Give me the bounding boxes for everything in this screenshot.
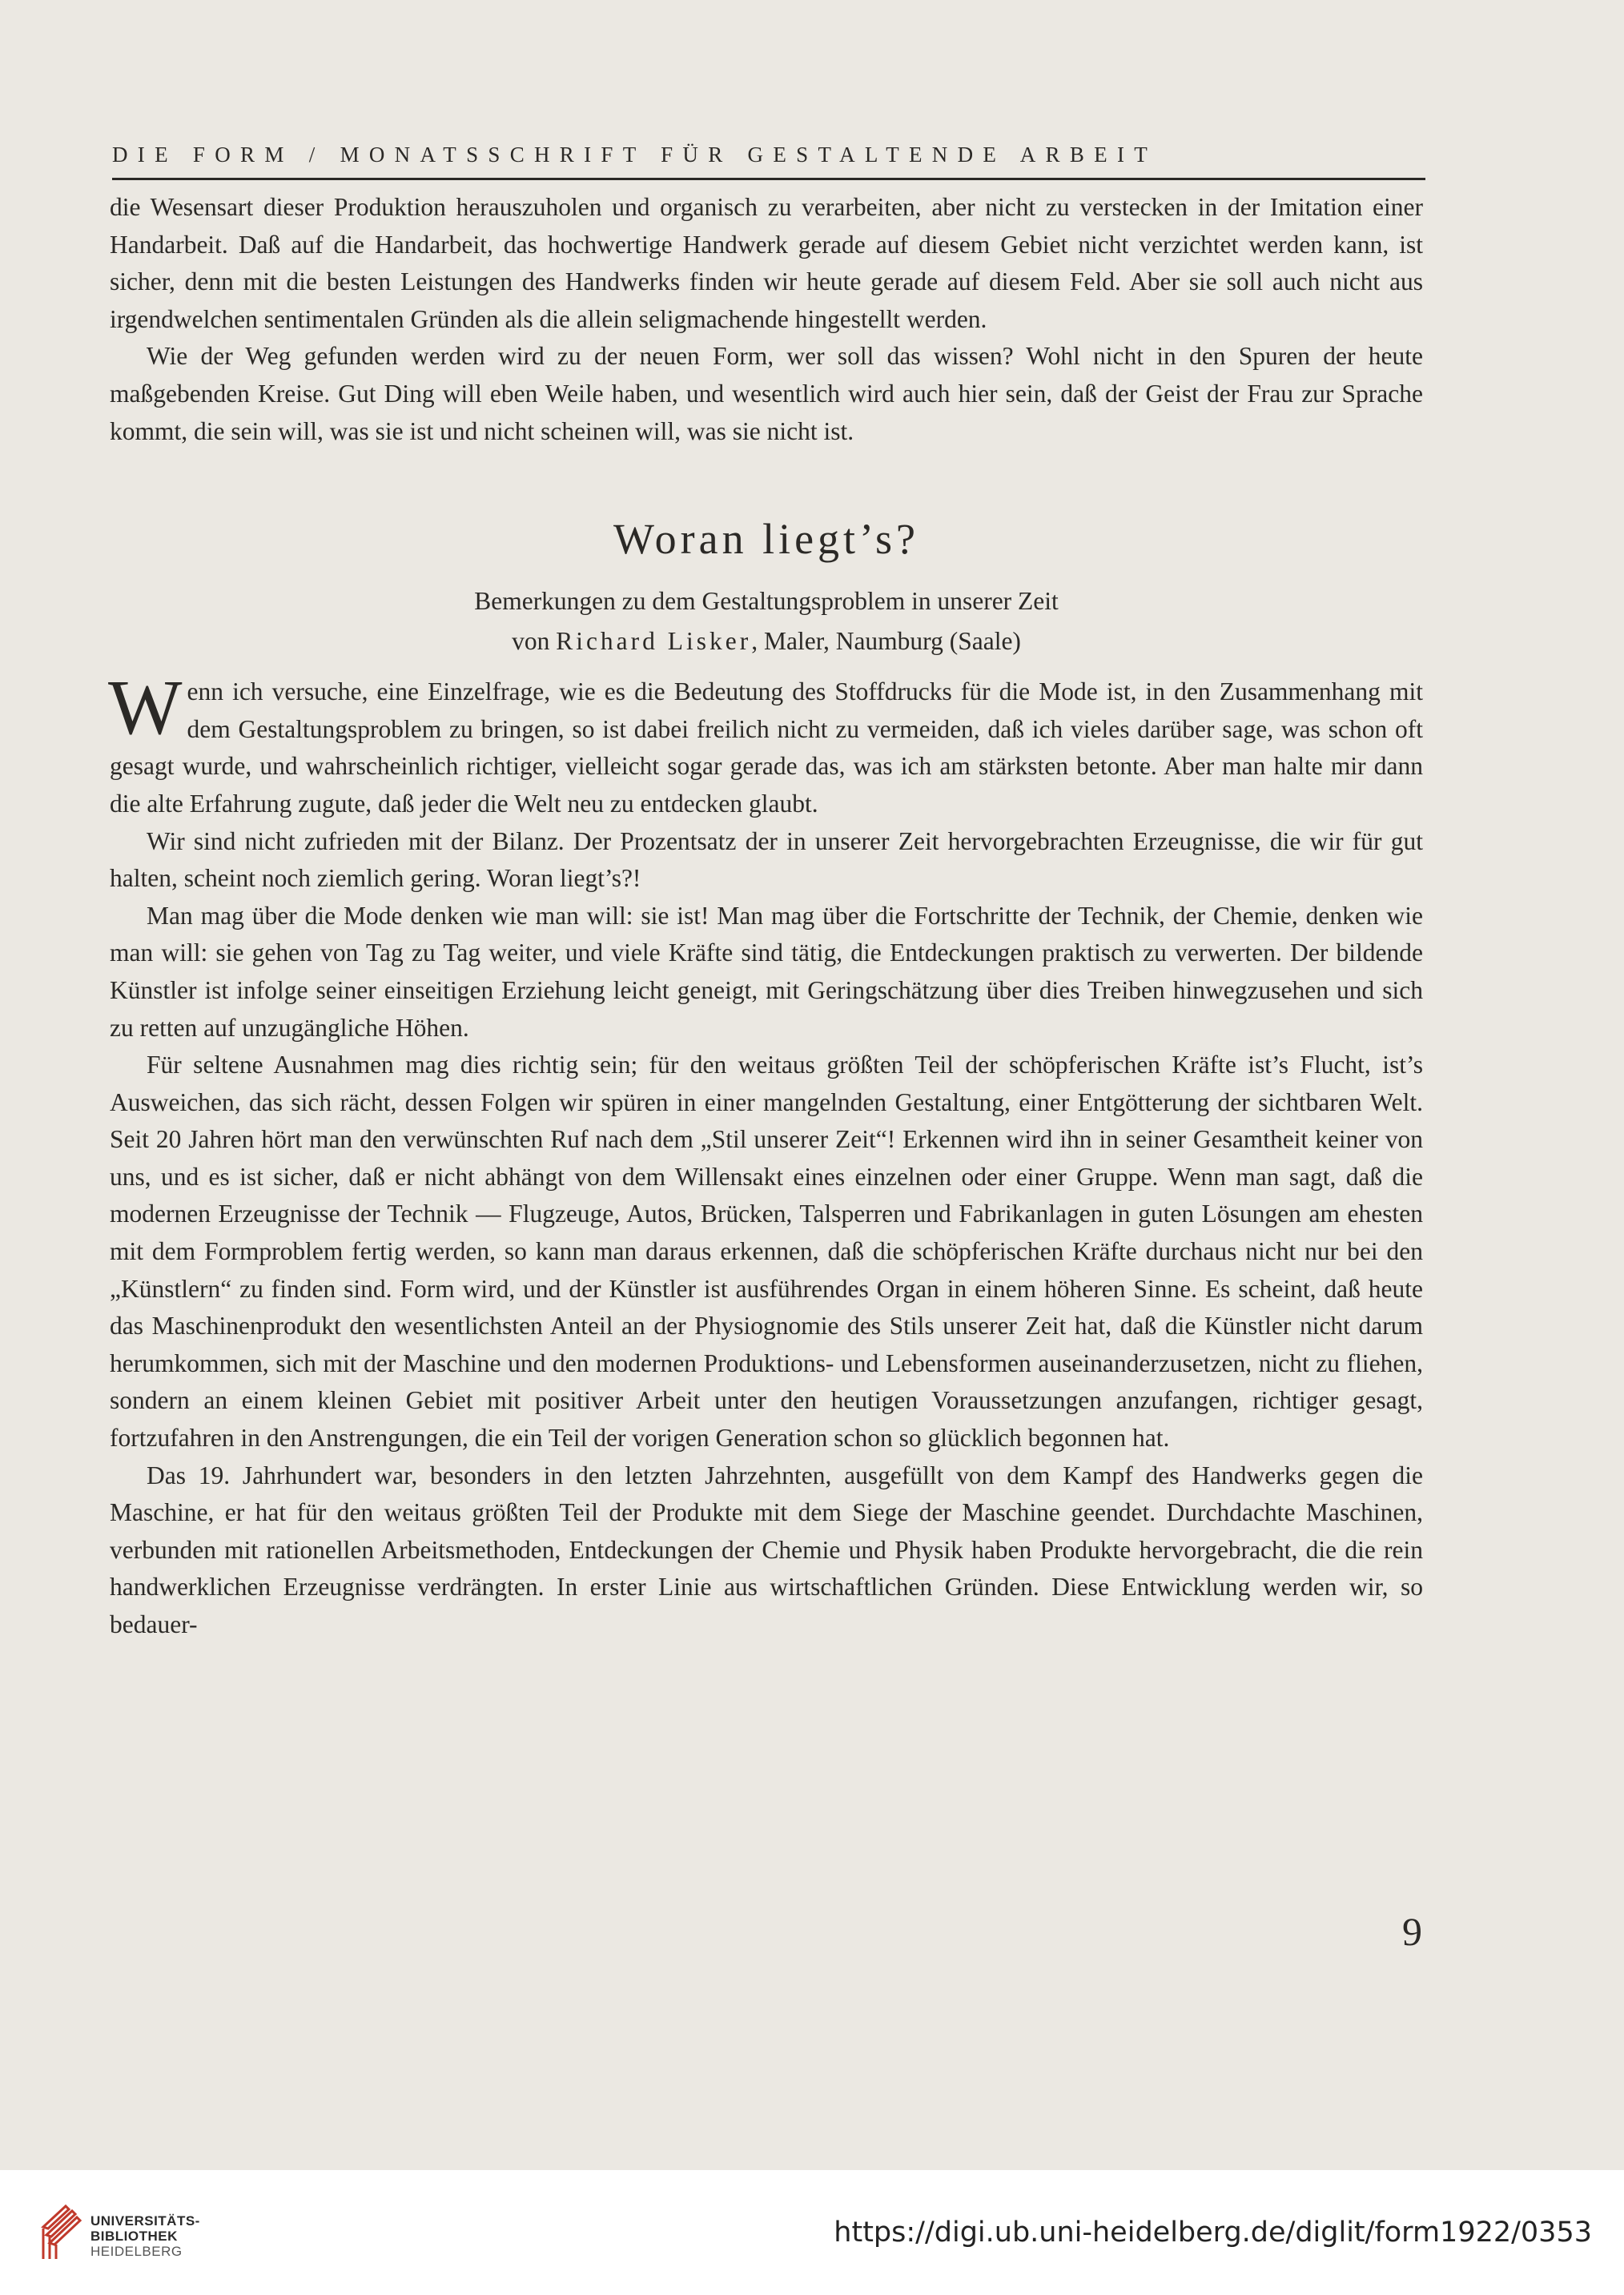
article-paragraph: Wir sind nicht zufrieden mit der Bilanz. Der Prozentsatz der in unserer Zeit hervorgebrachten Erzeugnisse, die wir für gut halten, scheint noch ziemlich gering. Woran liegt’s?!	[110, 826, 1423, 893]
article-byline	[110, 623, 1423, 660]
author-name: Richard Lisker	[556, 627, 752, 656]
byline-prefix: von	[512, 627, 557, 656]
running-head: DIE FORM / MONATSSCHRIFT FÜR GESTALTENDE ARBEIT	[112, 143, 1158, 167]
article-paragraph	[108, 665, 1423, 822]
library-logo-icon	[37, 2200, 94, 2264]
intro-paragraph: die Wesensart dieser Produktion herauszuholen und organisch zu verarbeiten, aber nicht zu verstecken in der Imitation einer Handarbeit. Daß auf die Handarbeit, das hochwertige Handwerk gerade auf diesem Gebiet nicht verzichtet werden kann, ist sicher, denn mit die besten Leistungen des Handwerks finden wir heute gerade auf diesem Feld. Aber sie soll auch nicht aus irgendwelchen sentimentalen Gründen als die allein seligmachende hingestellt werden.	[110, 193, 1423, 333]
first-paragraph-text: enn ich versuche, eine Einzelfrage, wie es die Bedeutung des Stoffdrucks für die Mode ist, in den Zusammenhang mit dem Gestaltungsproblem zu bringen, so ist dabei freilich nicht zu vermeiden, daß ich vieles darüber sage, was schon oft gesagt wurde, und wahrscheinlich richtiger, vielleicht sogar gerade das, was ich am stärksten betonte. Aber man halte mir dann die alte Erfahrung zugute, daß jeder die Welt neu zu entdecken glaubt.	[110, 677, 1423, 818]
permalink-url[interactable]: https://digi.ub.uni-heidelberg.de/diglit/form1922/0353	[834, 2217, 1592, 2249]
article-paragraph: Man mag über die Mode denken wie man will: sie ist! Man mag über die Fortschritte der Technik, der Chemie, denken wie man will: sie gehen von Tag zu Tag weiter, und viele Kräfte sind tätig, die Entdeckungen praktisch zu verwerten. Der bildende Künstler ist infolge seiner einseitigen Erziehung leicht geneigt, mit Geringschätzung über dies Treiben hinwegzusehen und sich zu retten auf unzugängliche Höhen.	[110, 901, 1423, 1042]
article-subtitle: Bemerkungen zu dem Gestaltungsproblem in unserer Zeit	[474, 587, 1059, 616]
article-paragraph: Das 19. Jahrhundert war, besonders in den letzten Jahrzehnten, ausgefüllt von dem Kampf des Handwerks gegen die Maschine, er hat für den weitaus größten Teil der Produkte mit dem Siege der Maschine geendet. Durchdachte Maschinen, verbunden mit rationellen Arbeitsmethoden, Entdeckungen der Chemie und Physik haben Produkte hervorgebracht, die die rein handwerklichen Erzeugnisse verdrängten. In erster Linie aus wirtschaftlichen Gründen. Diese Entwicklung werden wir, so bedauer-	[110, 1461, 1423, 1638]
drop-cap: W	[108, 665, 183, 752]
library-name: UNIVERSITÄTS- BIBLIOTHEK HEIDELBERG	[90, 2213, 200, 2259]
article-title: Woran liegt’s?	[613, 515, 920, 564]
byline-suffix: , Maler, Naumburg (Saale)	[751, 627, 1021, 656]
intro-paragraph: Wie der Weg gefunden werden wird zu der neuen Form, wer soll das wissen? Wohl nicht in den Spuren der heute maßgebenden Kreise. Gut Ding will eben Weile haben, und wesentlich wird auch hier sein, daß der Geist der Frau zur Sprache kommt, die sein will, was sie ist und nicht scheinen will, was sie nicht ist.	[110, 342, 1423, 445]
page-body	[110, 189, 1423, 1644]
header-rule	[112, 178, 1425, 180]
viewer-footer	[0, 2170, 1624, 2295]
article-paragraph: Für seltene Ausnahmen mag dies richtig sein; für den weitaus größten Teil der schöpferischen Kräfte ist’s Flucht, ist’s Ausweichen, das sich rächt, dessen Folgen wir spüren in einer mangelnden Gestaltung, einer Entgötterung der sichtbaren Welt. Seit 20 Jahren hört man den verwünschten Ruf nach dem „Stil unserer Zeit“! Erkennen wird ihn in seiner Gesamtheit keiner von uns, und es ist sicher, daß er nicht abhängt von dem Willensakt eines einzelnen oder einer Gruppe. Wenn man sagt, daß die modernen Erzeugnisse der Technik — Flugzeuge, Autos, Brücken, Talsperren und Fabrikanlagen in guten Lösungen am ehesten mit dem Formproblem fertig werden, so kann man daraus erkennen, daß die schöpferischen Kräfte durchaus nicht nur bei den „Künstlern“ zu finden sind. Form wird, und der Künstler ist ausführendes Organ in einem höheren Sinne. Es scheint, daß heute das Maschinenprodukt den wesentlichsten Anteil an der Physiognomie des Stils unserer Zeit hat, daß die Künstler nicht darum herumkommen, sich mit der Maschine und den modernen Produktions- und Lebensformen auseinanderzusetzen, nicht zu fliehen, sondern an einem kleinen Gebiet mit positiver Arbeit unter den heutigen Voraussetzungen anzufangen, richtiger gesagt, fortzufahren in den Anstrengungen, die ein Teil der vorigen Generation schon so glücklich begonnen hat.	[110, 1051, 1423, 1453]
page-number: 9	[1402, 1909, 1422, 1954]
article-heading	[110, 515, 1423, 660]
